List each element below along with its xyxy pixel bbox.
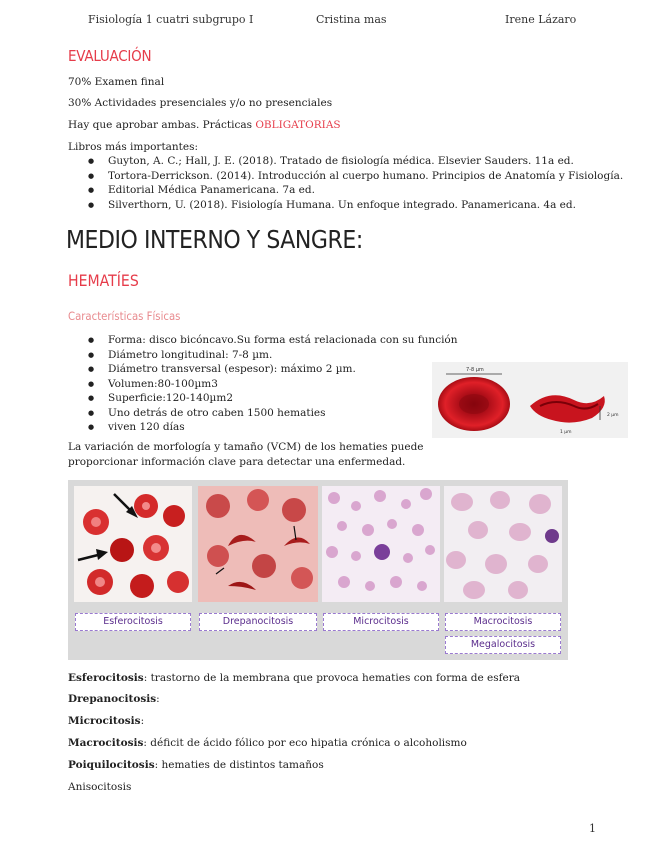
drepanocitosis-image <box>198 486 318 602</box>
definition-poiquilocitosis <box>68 759 324 771</box>
book-item-continuation <box>88 183 623 198</box>
definition-macrocitosis <box>68 737 467 749</box>
book-item-continuation-text: Editorial Médica Panamericana. 7a ed. <box>108 184 315 196</box>
rbc-illustration <box>432 362 628 438</box>
definition-text: : <box>156 693 160 705</box>
caracteristicas-heading: Características Físicas <box>68 309 181 323</box>
books-label: Libros más importantes: <box>68 141 199 153</box>
dim-side-label: 2 µm <box>607 413 619 418</box>
evaluacion-line-1: 70% Examen final <box>68 76 165 88</box>
term: Esferocitosis <box>68 672 144 684</box>
books-list <box>88 154 623 212</box>
header-course: Fisiología 1 cuatri subgrupo I <box>88 13 254 26</box>
evaluacion-line-2: 30% Actividades presenciales y/o no presenciales <box>68 97 333 109</box>
variation-line-1: La variación de morfología y tamaño (VCM) de los hematies puede <box>68 441 424 453</box>
hematies-heading: HEMATÍES <box>68 271 139 290</box>
label-microcitosis: Microcitosis <box>323 613 439 631</box>
property-item: ● Superficie:120-140µm2 <box>88 391 458 406</box>
book-item: ● Silverthorn, U. (2018). Fisiología Humana. Un enfoque integrado. Panamericana. 4a ed. <box>88 198 623 213</box>
variation-line-2: proporcionar información clave para detectar una enfermedad. <box>68 456 406 468</box>
evaluacion-line-3-text: Hay que aprobar ambas. Prácticas <box>68 119 252 131</box>
obligatorias-highlight: OBLIGATORIAS <box>255 119 341 131</box>
esferocitosis-image <box>74 486 192 602</box>
rbc-side-view <box>530 395 605 422</box>
evaluacion-heading: EVALUACIÓN <box>68 47 152 65</box>
property-item: ● Forma: disco bicóncavo.Su forma está relacionada con su función <box>88 333 458 348</box>
microcitosis-image <box>322 486 440 602</box>
property-item: ● Diámetro transversal (espesor): máximo 2 µm. <box>88 362 458 377</box>
term: Drepanocitosis <box>68 693 157 705</box>
definition-esferocitosis <box>68 672 520 684</box>
book-item: ● Tortora-Derrickson. (2014). Introducción al cuerpo humano. Principios de Anatomía y Fisiología. <box>88 169 623 184</box>
rbc-pathologies-figure <box>68 480 568 660</box>
header-author-1: Cristina mas <box>316 13 387 26</box>
rbc-properties-list <box>88 333 458 435</box>
label-macrocitosis: Macrocitosis <box>445 613 561 631</box>
definition-text: : hematies de distintos tamaños <box>154 759 324 771</box>
label-megalocitosis: Megalocitosis <box>445 636 561 654</box>
term: Macrocitosis <box>68 737 144 749</box>
definition-text: : déficit de ácido fólico por eco hipatia crónica o alcoholismo <box>143 737 467 749</box>
medio-interno-heading: MEDIO INTERNO Y SANGRE: <box>66 225 363 254</box>
property-item: ● viven 120 días <box>88 420 458 435</box>
definition-microcitosis <box>68 715 144 727</box>
dim-top-label: 7-8 µm <box>466 367 484 373</box>
header-author-2: Irene Lázaro <box>505 13 577 26</box>
term: Microcitosis <box>68 715 141 727</box>
dim-bottom-label: 1 µm <box>560 430 572 435</box>
property-item: ● Volumen:80-100µm3 <box>88 377 458 392</box>
macrocitosis-image <box>444 486 562 602</box>
label-esferocitosis: Esferocitosis <box>75 613 191 631</box>
anisocitosis-line: Anisocitosis <box>68 781 132 793</box>
term: Poiquilocitosis <box>68 759 155 771</box>
label-drepanocitosis: Drepanocitosis <box>199 613 317 631</box>
property-item: ● Diámetro longitudinal: 7-8 µm. <box>88 348 458 363</box>
definition-drepanocitosis <box>68 693 160 705</box>
book-item: ● Guyton, A. C.; Hall, J. E. (2018). Tratado de fisiología médica. Elsevier Sauders. 11a ed. <box>88 154 623 169</box>
definition-text: : <box>140 715 145 727</box>
evaluacion-line-3 <box>68 119 341 131</box>
property-item: ● Uno detrás de otro caben 1500 hematies <box>88 406 458 421</box>
page-number: 1 <box>589 822 596 835</box>
definition-text: : trastorno de la membrana que provoca hematies con forma de esfera <box>143 672 521 684</box>
rbc-shape-figure <box>432 362 628 438</box>
